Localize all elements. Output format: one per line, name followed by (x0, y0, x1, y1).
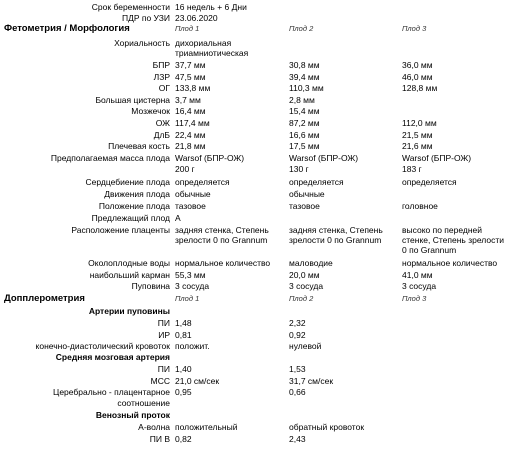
fetometry-row-value-f2: 2,8 мм (289, 94, 315, 105)
umbilical-row-value-f2: 2,32 (289, 318, 306, 328)
fetometry-row-label: Мозжечок (131, 106, 170, 117)
fetometry3-row-value-f3: 3 сосуда (402, 281, 437, 291)
cpr-value-2: 0,66 (289, 387, 306, 397)
fetometry-row-value-f1: 117,4 мм (175, 118, 210, 128)
fetometry-row-value-f1: 3,7 мм (175, 94, 201, 105)
umbilical-row-value-f2: нулевой (289, 341, 322, 351)
fetometry-row-value-f1: 47,5 мм (175, 71, 206, 82)
fetometry2-row-label: Положение плода (98, 201, 170, 211)
weight-method-1: Warsof (БПР-ОЖ) (175, 153, 245, 163)
fetometry3-row-value-f2: маловодие (289, 258, 333, 268)
venous-row-label: ПИ В (149, 433, 170, 444)
term-label: Срок беременности (91, 2, 170, 12)
doppler-fetus-header-1: Плод 1 (175, 294, 200, 303)
fetometry-row-value-f3: 21,5 мм (402, 129, 433, 140)
weight-value-2: 130 г (289, 164, 309, 174)
fetometry-row-value-f3: 46,0 мм (402, 71, 433, 82)
venous-title: Венозный проток (95, 410, 170, 420)
fetometry-row-value-f2: 110,3 мм (289, 83, 324, 94)
doppler-fetus-header-2: Плод 2 (289, 294, 314, 303)
fetometry2-row-value-f2: тазовое (289, 201, 320, 211)
chorionicity-value: дихориальная триамниотическая (175, 38, 249, 58)
venous-row-value-f1: положительный (175, 422, 238, 432)
placenta-3: высоко по передней стенке, Степень зрелости 0 по Grannum (402, 225, 504, 255)
umbilical-row-label: ПИ (157, 318, 170, 328)
mca-row-label: ПИ (157, 364, 170, 374)
fetometry-row-value-f3: 112,0 мм (402, 118, 437, 128)
fetus-header-1: Плод 1 (175, 24, 200, 33)
fetometry3-row-value-f1: 3 сосуда (175, 281, 210, 291)
weight-method-2: Warsof (БПР-ОЖ) (289, 153, 359, 163)
fetometry-row-label: Большая цистерна (95, 94, 170, 105)
fetometry2-row-value-f1: обычные (175, 189, 211, 199)
fetometry3-row-label: наибольший карман (89, 269, 170, 280)
fetometry-row-value-f2: 30,8 мм (289, 60, 320, 70)
mca-row-value-f2: 31,7 см/сек (289, 375, 334, 386)
placenta-2: задняя стенка, Степень зрелости 0 по Grannum (289, 225, 383, 245)
fetometry-row-value-f1: 22,4 мм (175, 129, 206, 140)
fetometry3-row-label: Околоплодные воды (88, 258, 170, 268)
cpr-label-line1: Церебрально - плацентарное (53, 387, 170, 397)
weight-label: Предполагаемая масса плода (50, 153, 170, 163)
fetometry-row-value-f1: 16,4 мм (175, 106, 206, 117)
fetometry-row-value-f3: 128,8 мм (402, 83, 438, 94)
chorionicity-label: Хориальность (114, 38, 170, 48)
venous-row-value-f2: 2,43 (289, 433, 306, 444)
fetus-header-2: Плод 2 (289, 24, 314, 33)
fetometry3-row-value-f2: 20,0 мм (289, 269, 320, 280)
fetometry-title: Фетометрия / Морфология (4, 23, 130, 34)
umbilical-row-label: ИР (158, 329, 170, 340)
cpr-value-1: 0,95 (175, 387, 192, 397)
umbilical-row-value-f1: 0,81 (175, 329, 192, 340)
umbilical-row-value-f2: 0,92 (289, 329, 306, 340)
umbilical-row-value-f1: 1,48 (175, 318, 192, 328)
fetometry-row-value-f1: 37,7 мм (175, 60, 206, 70)
fetometry-row-label: БПР (152, 60, 170, 70)
fetometry2-row-label: Движения плода (104, 189, 170, 199)
fetometry-row-value-f1: 133,8 мм (175, 83, 211, 94)
fetometry-row-label: ДлБ (153, 129, 170, 140)
fetometry-row-label: ЛЗР (153, 71, 170, 82)
fetometry2-row-value-f3: определяется (402, 177, 457, 187)
placenta-label: Расположение плаценты (71, 225, 170, 235)
weight-value-3: 183 г (402, 164, 422, 174)
venous-row-value-f2: обратный кровоток (289, 422, 365, 432)
mca-title: Средняя мозговая артерия (55, 352, 170, 362)
mca-row-value-f1: 21,0 см/сек (175, 375, 220, 386)
fetometry3-row-value-f2: 3 сосуда (289, 281, 324, 291)
fetometry-row-label: ОГ (158, 83, 170, 94)
mca-row-value-f1: 1,40 (175, 364, 192, 374)
umbilical-row-label: конечно-диастолический кровоток (35, 341, 170, 351)
umbilical-row-value-f1: положит. (175, 341, 210, 351)
doppler-fetus-header-3: Плод 3 (402, 294, 427, 303)
fetometry-row-value-f3: 21,6 мм (402, 141, 433, 152)
weight-method-3: Warsof (БПР-ОЖ) (402, 153, 472, 163)
fetometry2-row-label: Сердцебиение плода (85, 177, 170, 187)
fetometry2-row-value-f1: тазовое (175, 201, 206, 211)
fetometry-row-value-f3: 36,0 мм (402, 60, 433, 70)
venous-row-label: А-волна (138, 422, 170, 432)
cpr-label-line2: соотношение (117, 398, 170, 408)
fetometry-row-value-f2: 15,4 мм (289, 106, 320, 117)
mca-row-value-f2: 1,53 (289, 364, 306, 374)
fetometry2-row-value-f3: головное (402, 201, 438, 211)
fetometry-row-value-f1: 21,8 мм (175, 141, 206, 152)
fetometry3-row-value-f1: 55,3 мм (175, 269, 206, 280)
fetometry2-row-value-f1: определяется (175, 177, 230, 187)
weight-value-1: 200 г (175, 164, 195, 174)
fetometry-row-value-f2: 16,6 мм (289, 129, 320, 140)
fetometry2-row-value-f2: обычные (289, 189, 325, 199)
placenta-1: задняя стенка, Степень зрелости 0 по Grannum (175, 225, 269, 245)
fetometry-row-label: ОЖ (155, 118, 170, 128)
fetus-header-3: Плод 3 (402, 24, 427, 33)
fetometry3-row-value-f1: нормальное количество (175, 258, 271, 268)
fetometry-row-value-f2: 39,4 мм (289, 71, 320, 82)
pdr-value: 23.06.2020 (175, 13, 218, 23)
fetometry2-row-value-f1: А (175, 213, 181, 223)
term-value: 16 недель + 6 Дни (175, 2, 247, 12)
fetometry2-row-label: Предлежащий плод (91, 213, 170, 223)
fetometry-row-value-f2: 87,2 мм (289, 118, 320, 128)
umbilical-title: Артерии пуповины (88, 306, 170, 316)
mca-row-label: МСС (150, 375, 170, 386)
doppler-title: Допплерометрия (4, 293, 85, 304)
fetometry-row-value-f2: 17,5 мм (289, 141, 320, 152)
fetometry3-row-label: Пуповина (131, 281, 170, 291)
fetometry3-row-value-f3: 41,0 мм (402, 269, 433, 280)
fetometry2-row-value-f2: определяется (289, 177, 344, 187)
pdr-label: ПДР по УЗИ (121, 13, 170, 23)
fetometry-row-label: Плечевая кость (108, 141, 170, 152)
fetometry3-row-value-f3: нормальное количество (402, 258, 498, 268)
venous-row-value-f1: 0,82 (175, 433, 192, 444)
